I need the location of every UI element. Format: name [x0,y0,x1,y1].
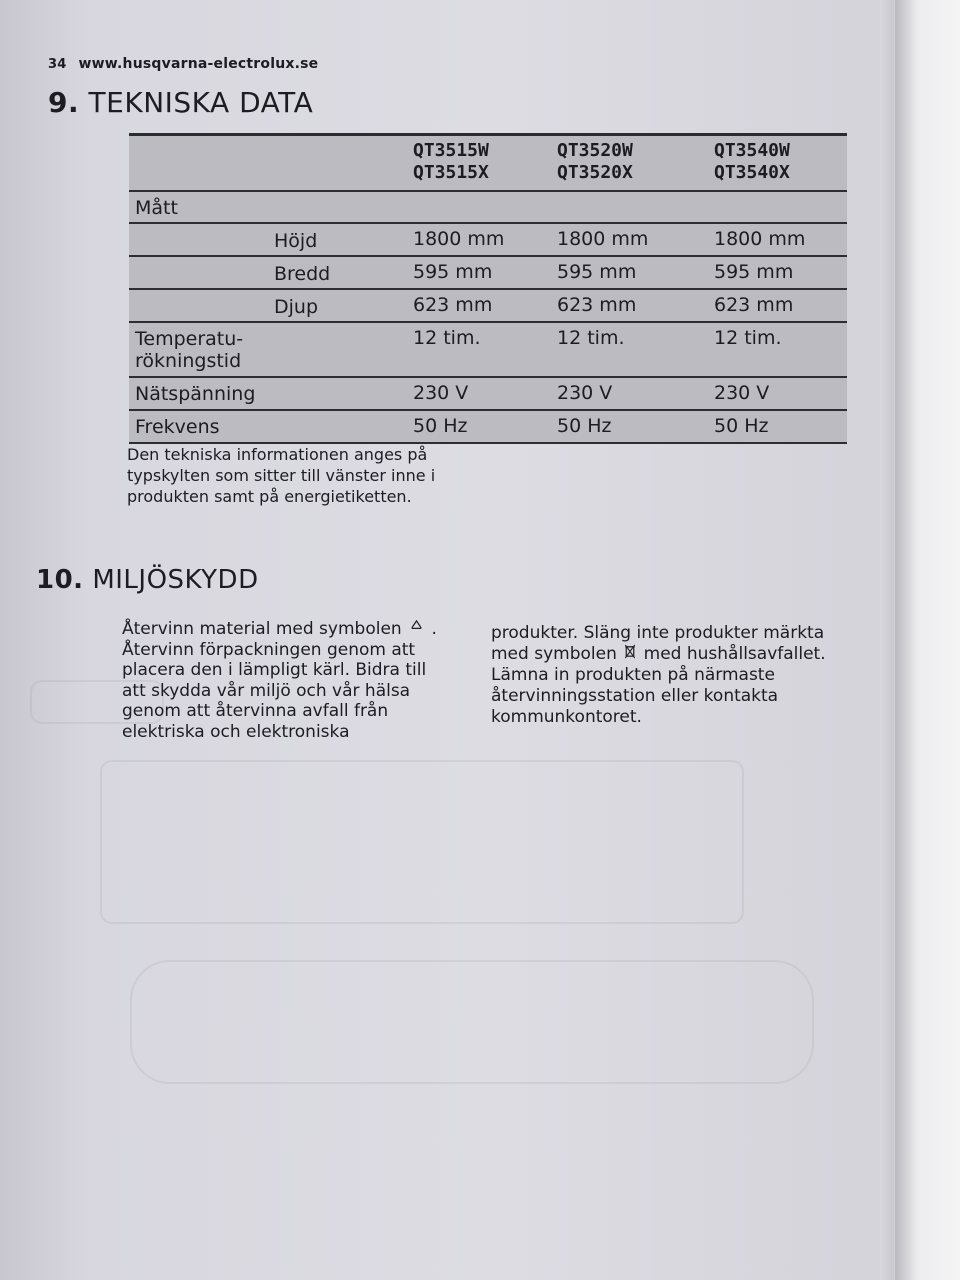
website-url: www.husqvarna-electrolux.se [78,56,319,72]
table-row [129,257,847,290]
row-label: Nätspänning [135,383,256,405]
table-cell: 230 V [714,382,770,404]
model-code: QT3540X [714,162,790,183]
table-cell: 230 V [413,382,469,404]
model-code: QT3515X [413,162,489,183]
model-code: QT3520X [557,162,633,183]
table-footnote: Den tekniska informationen anges på typskylten som sitter till vänster inne i produkten samt på energietiketten. [127,445,436,506]
table-row [129,411,847,444]
row-label: Frekvens [135,416,220,438]
table-row [129,323,847,378]
table-cell: 50 Hz [714,415,769,437]
table-cell: 595 mm [413,261,493,283]
technical-data-table [129,133,847,444]
model-code: QT3520W [557,140,633,161]
paragraph-text: med hushållsavfallet. Lämna in produkten på närmaste återvinningsstation eller kontakta kommunkontoret. [491,644,826,727]
page-header [48,56,318,72]
table-row [129,224,847,257]
recycle-icon [409,619,424,640]
table-cell: 623 mm [557,294,637,316]
model-header [714,140,790,184]
table-cell: 595 mm [557,261,637,283]
section-number: 10. [36,565,84,595]
table-row [129,378,847,411]
row-label: Temperatu-rökningstid [135,328,244,372]
table-cell: 12 tim. [557,327,625,349]
table-cell: 50 Hz [557,415,612,437]
model-header [413,140,489,184]
adjacent-page [895,0,960,1280]
table-group-row [129,192,847,224]
section-heading-technical-data [48,86,313,119]
section-title: TEKNISKA DATA [88,86,314,119]
paragraph-text: produkter. Släng inte produkter märkta med symbolen [491,623,825,664]
section-title: MILJÖSKYDD [92,565,259,595]
table-cell: 12 tim. [413,327,481,349]
model-code: QT3515W [413,140,489,161]
table-header-row [129,136,847,192]
table-cell: 595 mm [714,261,794,283]
table-cell: 623 mm [413,294,493,316]
page-edge [880,0,894,1280]
environment-text-right-column [491,623,831,728]
row-label: Djup [274,296,319,318]
table-row [129,290,847,323]
paragraph-text: . Återvinn förpackningen genom att placera den i lämpligt kärl. Bidra till att skydda vår miljö och vår hälsa genom att återvinna avfall från elektriska och elektroniska [122,619,437,742]
table-cell: 1800 mm [413,228,505,250]
row-label: Bredd [274,263,331,285]
paragraph-text: Återvinn material med symbolen [122,619,402,639]
section-number: 9. [48,86,80,119]
table-cell: 50 Hz [413,415,468,437]
show-through-shape [130,960,814,1084]
table-cell: 1800 mm [714,228,806,250]
row-label: Höjd [274,230,318,252]
page-number: 34 [48,57,67,72]
model-code: QT3540W [714,140,790,161]
section-heading-environment [36,565,259,595]
group-label: Mått [135,197,178,219]
crossed-out-bin-icon [624,644,636,665]
environment-text-left-column [122,619,452,742]
table-cell: 230 V [557,382,613,404]
table-cell: 12 tim. [714,327,782,349]
model-header [557,140,633,184]
show-through-shape [100,760,744,924]
table-cell: 623 mm [714,294,794,316]
table-cell: 1800 mm [557,228,649,250]
